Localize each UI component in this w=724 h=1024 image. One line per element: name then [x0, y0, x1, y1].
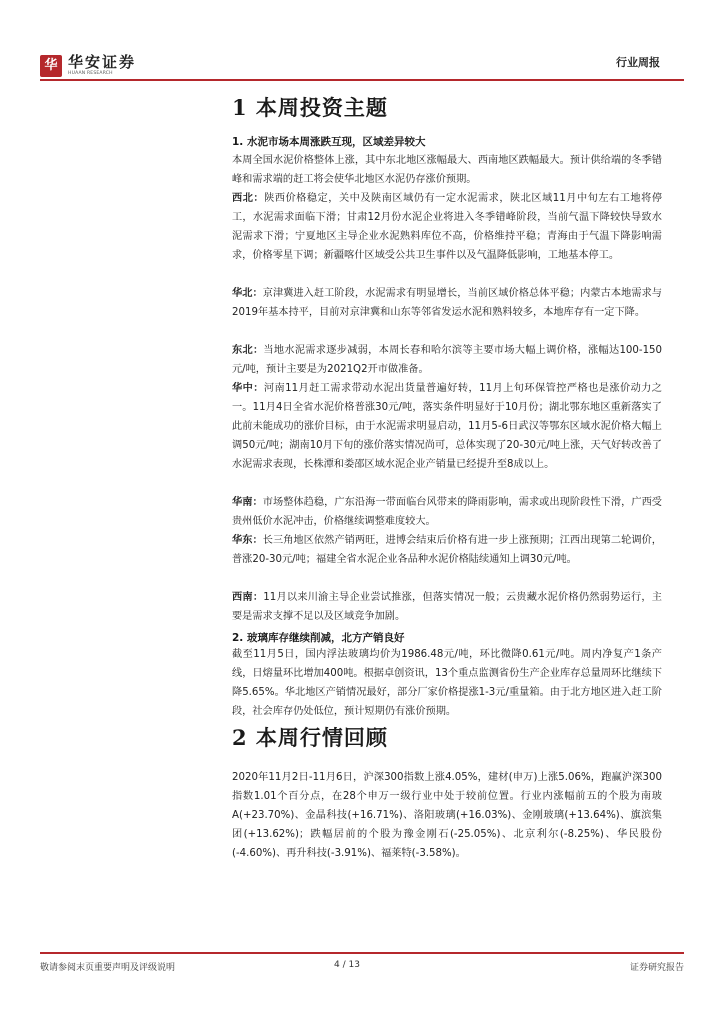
region-label: 华北： [232, 288, 263, 299]
region-text: 市场整体趋稳，广东沿海一带面临台风带来的降雨影响，需求或出现阶段性下滑，广西受贵州低价水泥冲击，价格继续调整难度较大。 [232, 497, 662, 527]
logo-wordmark [68, 54, 136, 77]
page-header [0, 0, 724, 82]
glass-paragraph: 截至11月5日，国内浮法玻璃均价为1986.48元/吨，环比微降0.61元/吨。周内净复产1条产线，日熔量环比增加400吨。根据卓创资讯，13个重点监测省份生产企业库存总量周环比继续下降5.65%。华北地区产销情况最好，部分厂家价格提涨1-3元/重量箱。由于北方地区进入赶工阶段，社会库存仍处低位，预计短期仍有涨价预期。 [232, 649, 662, 717]
region-label: 华南： [232, 497, 263, 508]
region-text: 京津冀进入赶工阶段，水泥需求有明显增长，当前区域价格总体平稳；内蒙古本地需求与2019年基本持平，目前对京津冀和山东等邻省发运水泥和熟料较多，本地库存有一定下降。 [232, 288, 662, 318]
company-logo [40, 54, 136, 77]
header-divider [40, 79, 684, 81]
subsection-cement-title: 1. 水泥市场本周涨跌互现，区域差异较大 [232, 136, 426, 148]
cement-intro-paragraph: 本周全国水泥价格整体上涨，其中东北地区涨幅最大、西南地区跌幅最大。预计供给端的冬季错峰和需求端的赶工将会使华北地区水泥仍存涨价预期。 [232, 155, 662, 185]
region-text: 陕西价格稳定，关中及陕南区域仍有一定水泥需求，陕北区域11月中旬左右工地将停工，水泥需求面临下滑；甘肃12月份水泥企业将进入冬季错峰阶段，当前气温下降较快导致水泥需求下滑；宁夏地区主导企业水泥熟料库位不高，价格维持平稳；青海由于气温下降影响需求，价格零星下调；新疆喀什区域受公共卫生事件以及气温降低影响，工地基本停工。 [232, 193, 663, 261]
region-paragraph-central [232, 379, 662, 474]
footer-report-label: 证券研究报告 [629, 963, 684, 973]
footer-divider [40, 952, 684, 954]
region-label: 西北： [232, 193, 265, 204]
region-paragraph-northeast [232, 341, 662, 379]
logo-icon: 华 [40, 55, 62, 77]
region-text: 11月以来川渝主导企业尝试推涨，但落实情况一般；云贵藏水泥价格仍然弱势运行，主要是需求支撑不足以及区域竞争加剧。 [232, 592, 662, 622]
footer-disclaimer: 敬请参阅末页重要声明及评级说明 [40, 963, 176, 973]
region-paragraph-east [232, 531, 662, 569]
region-text: 河南11月赶工需求带动水泥出货量普遍好转，11月上旬环保管控严格也是涨价动力之一。11月4日全省水泥价格普涨30元/吨，落实条件明显好于10月份；湖北鄂东地区重新落实了此前未能成功的涨价目标，由于水泥需求明显启动，11月5-6日武汉等鄂东区域水泥价格大幅上调50元/吨；湖南10月下旬的涨价落实情况尚可，总体实现了20-30元/吨上涨，天气好转改善了水泥需求表现，长株潭和娄邵区域水泥企业产销量已经提升至8成以上。 [232, 383, 662, 470]
region-label: 华中： [232, 383, 264, 394]
region-label: 华东： [232, 535, 263, 546]
section2-title: 2 本周行情回顾 [232, 725, 388, 750]
section1-title: 1 本周投资主题 [232, 95, 388, 120]
region-label: 东北： [232, 345, 264, 356]
region-paragraph-northwest [232, 189, 662, 265]
region-label: 西南： [232, 592, 264, 603]
page-number: 4 / 13 [334, 960, 360, 970]
region-paragraph-south [232, 493, 662, 531]
report-type-label: 行业周报 [616, 56, 660, 69]
region-text: 当地水泥需求逐步减弱，本周长春和哈尔滨等主要市场大幅上调价格，涨幅达100-150元/吨，预计主要是为2021Q2开市做准备。 [232, 345, 663, 375]
logo-name-en: HUAAN RESEARCH [68, 71, 113, 76]
subsection-glass-title: 2. 玻璃库存继续削减，北方产销良好 [232, 632, 405, 644]
region-paragraph-north [232, 284, 662, 322]
market-review-paragraph: 2020年11月2日-11月6日，沪深300指数上涨4.05%，建材(申万)上涨5.06%，跑赢沪深300指数1.01个百分点，在28个申万一级行业中处于较前位置。行业内涨幅前五的个股为南玻A(+23.70%)、金晶科技(+16.71%)、洛阳玻璃(+16.03%)、金刚玻璃(+13.64%)、旗滨集团(+13.62%)；跌幅居前的个股为豫金刚石(-25.05%)、北京利尔(-8.25%)、华民股份(-4.60%)、再升科技(-3.91%)、福莱特(-3.58%)。 [232, 772, 662, 859]
region-text: 长三角地区依然产销两旺，进博会结束后价格有进一步上涨预期；江西出现第二轮调价，普涨20-30元/吨；福建全省水泥企业各品种水泥价格陆续通知上调30元/吨。 [232, 535, 662, 565]
region-paragraph-southwest [232, 588, 662, 626]
logo-name-cn: 华安证券 [68, 53, 137, 71]
